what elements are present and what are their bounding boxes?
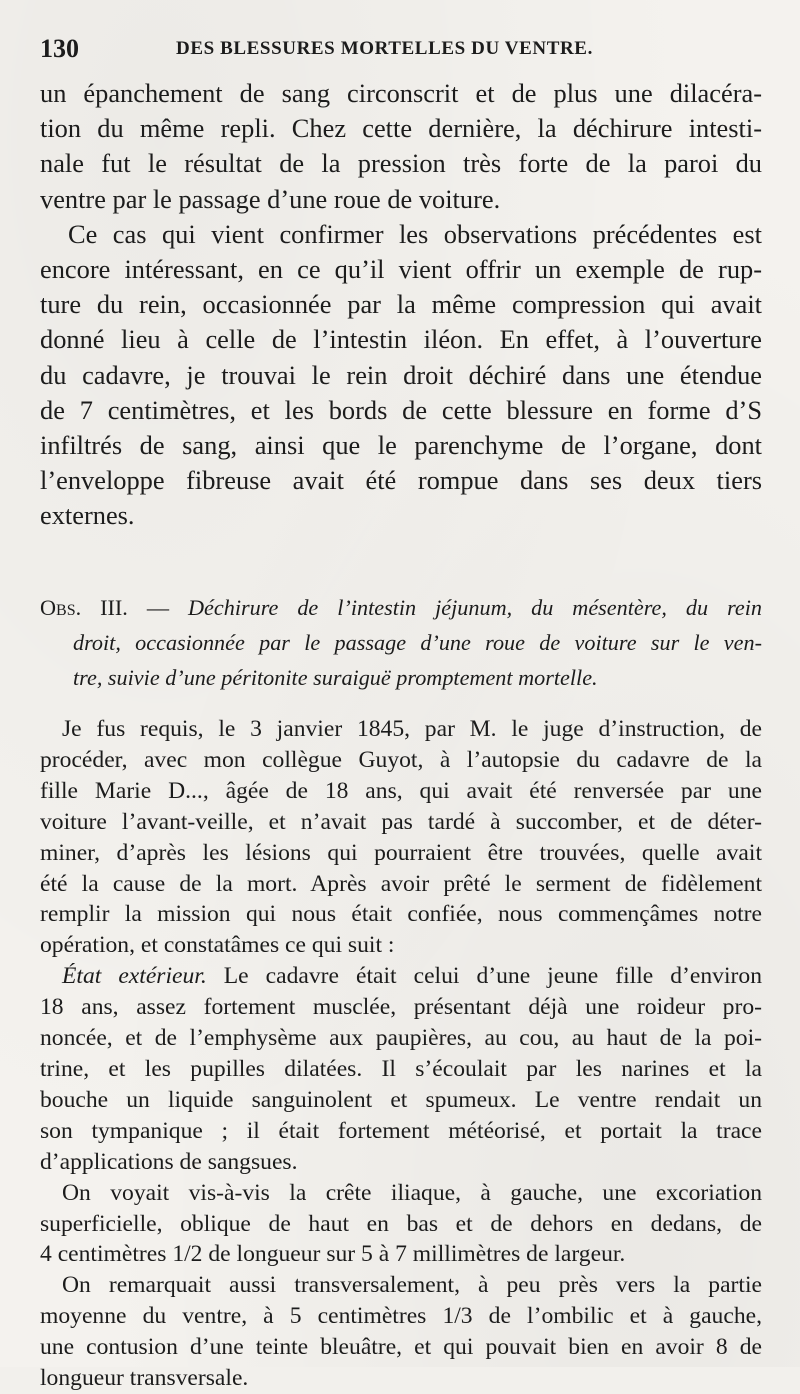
text-line: 4 centimètres 1/2 de longueur sur 5 à 7 millimètres de largeur. [40, 1241, 626, 1268]
text-line: opération, et constatâmes ce qui suit : [40, 932, 395, 959]
text-line: miner, d’après les lésions qui pourraient être trouvées, quelle avait [40, 839, 762, 866]
text-line: moyenne du ventre, à 5 centimètres 1/3 de l’ombilic et à gauche, [40, 1303, 762, 1330]
paragraph-6 [40, 1270, 762, 1394]
text-line: superficielle, oblique de haut en bas et de dehors en dedans, de [40, 1210, 762, 1237]
observation-dash: — [127, 595, 188, 620]
paragraph-3 [40, 714, 762, 961]
text-line: encore intéressant, en ce qu’il vient offrir un exemple de rup- [40, 254, 762, 285]
observation-title: Déchirure de l’intestin jéjunum, du mésentère, du rein [188, 595, 762, 620]
observation-heading [40, 590, 762, 695]
text-line: longueur transversale. [40, 1365, 249, 1392]
text-line [40, 961, 762, 992]
observation-title-line: droit, occasionnée par le passage d’une roue de voiture sur le ven- [73, 630, 762, 655]
paragraph-5 [40, 1178, 762, 1271]
text-line: 18 ans, assez fortement musclée, présentant déjà une roideur pro- [40, 994, 762, 1021]
paragraph-4 [40, 961, 762, 1177]
text-line: nale fut le résultat de la pression très forte de la paroi du [40, 148, 762, 179]
text-line: noncée, et de l’emphysème aux paupières, au cou, au haut de la poi- [40, 1025, 762, 1052]
text-line: de 7 centimètres, et les bords de cette blessure en forme d’S [40, 394, 762, 425]
text-line: On voyait vis-à-vis la crête iliaque, à gauche, une excoriation [62, 1179, 762, 1206]
running-head: DES BLESSURES MORTELLES DU VENTRE. [176, 38, 593, 59]
text-line: trine, et les pupilles dilatées. Il s’écoulait par les narines et la [40, 1055, 762, 1082]
text-line: été la cause de la mort. Après avoir prêté le serment de fidèlement [40, 870, 762, 897]
text-line: tion du même repli. Chez cette dernière, la déchirure intesti- [40, 113, 762, 144]
text-line: remplir la mission qui nous était confiée, nous commençâmes notre [40, 901, 762, 928]
text-line: une contusion d’une teinte bleuâtre, et qui pouvait bien en avoir 8 de [40, 1334, 762, 1361]
text-line: donné lieu à celle de l’intestin iléon. En effet, à l’ouverture [40, 324, 762, 355]
section-lead: État extérieur. [62, 963, 207, 990]
page-header [40, 34, 760, 64]
text-line: ventre par le passage d’une roue de voiture. [40, 183, 501, 214]
text-line: du cadavre, je trouvai le rein droit déchiré dans une étendue [40, 359, 762, 390]
text-line: infiltrés de sang, ainsi que le parenchyme de l’organe, dont [40, 430, 762, 461]
text-line: procéder, avec mon collègue Guyot, à l’autopsie du cadavre de la [40, 746, 762, 773]
text-line: ture du rein, occasionnée par la même compression qui avait [40, 289, 762, 320]
text-line: d’applications de sangsues. [40, 1148, 298, 1175]
page-number: 130 [40, 34, 79, 63]
text-line: l’enveloppe fibreuse avait été rompue dans ses deux tiers [40, 465, 762, 496]
text-line: son tympanique ; il était fortement météorisé, et portait la trace [40, 1117, 762, 1144]
text-run: Le cadavre était celui d’une jeune fille d’environ [206, 963, 762, 990]
text-line: On remarquait aussi transversalement, à peu près vers la partie [62, 1272, 762, 1299]
observation-text [40, 714, 762, 1394]
paragraph-2 [40, 217, 762, 534]
text-line: bouche un liquide sanguinolent et spumeux. Le ventre rendait un [40, 1086, 762, 1113]
observation-label: Obs. III. [40, 595, 128, 620]
text-line: voiture l’avant-veille, et n’avait pas tardé à succomber, et de déter- [40, 808, 762, 835]
paragraph-1 [40, 76, 762, 217]
text-line: fille Marie D..., âgée de 18 ans, qui avait été renversée par une [40, 777, 762, 804]
observation-title-line [40, 590, 762, 625]
text-line: un épanchement de sang circonscrit et de plus une dilacéra- [40, 78, 762, 108]
observation-title-line: tre, suivie d’une péritonite suraiguë promptement mortelle. [73, 665, 598, 690]
text-line: Je fus requis, le 3 janvier 1845, par M. le juge d’instruction, de [62, 716, 762, 742]
text-line: externes. [40, 500, 135, 531]
text-line: Ce cas qui vient confirmer les observations précédentes est [68, 218, 762, 249]
main-text [40, 76, 762, 534]
